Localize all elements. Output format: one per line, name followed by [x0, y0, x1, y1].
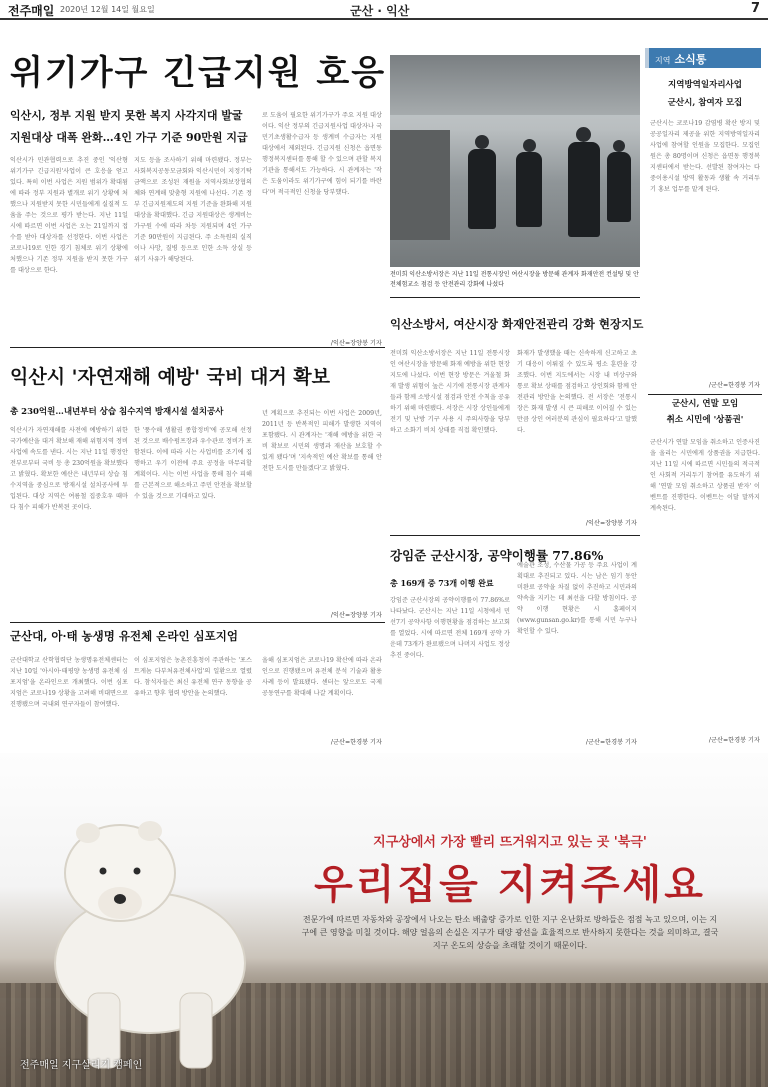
- article5-col2: 이 심포지엄은 농촌진흥청이 주관하는 '포스트게놈 다부처유전체사업'의 일환으로 열렸다. 참석자들은 최신 유전체 연구 동향을 공유하고 향후 협력 방안을 논의했다.: [134, 657, 252, 697]
- article2-col1: 전미희 익산소방서장은 지난 11일 전통시장인 여산시장을 방문해 화재 예방을 위한 현장 지도에 나섰다. 이번 현장 방문은 겨울철 화재 발생 위험이 높은 시기에 전통시장 관계자들과 함께 소방시설 점검과 안전 수칙을 공유하기 위해 마련됐다. 서장은 시장 상인들에게 전기 및 난방 기구 사용 시 주의사항을 당부하고 소화기 비치 상태를 직접 확인했다.: [390, 350, 510, 434]
- article2-byline: /익산=장양봉 기자: [585, 520, 637, 527]
- divider: [390, 535, 640, 536]
- sidebar-item1-title-2: 군산시, 참여자 모집: [667, 98, 743, 108]
- article5-col3: 올해 심포지엄은 코로나19 확산에 따라 온라인으로 진행됐으며 유전체 분석 기술과 활용 사례 등이 발표됐다. 센터는 앞으로도 국제 공동연구를 확대해 나갈 계획이다.: [262, 657, 382, 697]
- article3-col1: 익산시가 자연재해를 사전에 예방하기 위한 국가예산을 대거 확보해 재해 위험지역 정비사업에 속도를 낸다. 시는 지난 11일 행정안전부로부터 국비 등 총 230억원을 확보했다고 밝혔다. 확보한 예산은 내년부터 상습 침수지역을 중심으로 방재시설 설치공사에 투입된다. 대상 지역은 여름철 집중호우 때마다 침수 피해가 반복된 곳이다.: [10, 427, 128, 511]
- article3-headline: 익산시 '자연재해 예방' 국비 대거 확보: [10, 366, 331, 388]
- divider: [648, 394, 762, 395]
- photo-awning: [390, 55, 640, 115]
- climate-campaign-ad: [0, 753, 768, 1087]
- article4-subhead: 총 169개 중 73개 이행 완료: [390, 578, 494, 588]
- article3-col3: 년 계획으로 추진되는 이번 사업은 2009년, 2011년 등 반복적인 피해가 발생한 지역이 포함됐다. 시 관계자는 '재해 예방을 위한 국비 확보로 시민의 생명과 재산을 보호할 수 있게 됐다'며 '지속적인 예산 확보를 통해 안전한 도시를 만들겠다'고 밝혔다.: [262, 410, 382, 472]
- ad-body: 전문가에 따르면 자동차와 공장에서 나오는 탄소 배출량 증가로 인한 지구 온난화로 방하들은 점점 녹고 있으며, 이는 지구에 큰 영향을 미칠 것이다. 해양 얼음의 손실은 지구가 태양 광선을 효율적으로 반사하지 못한다는 것을 의미하고, 결국 지구 온도의 상승을 초래할 것이기 때문이다.: [301, 915, 719, 950]
- photo-person-head: [613, 140, 625, 152]
- sidebar-news-brief: [645, 48, 761, 68]
- sidebar-item2-title-2: 취소 시민에 '상품권': [666, 415, 744, 425]
- article3-byline: /익산=장양봉 기자: [330, 612, 382, 619]
- article5-headline: 군산대, 아·태 농생명 유전체 온라인 심포지엄: [10, 629, 238, 643]
- sidebar-tab-title: 소식통: [674, 53, 707, 66]
- photo-person: [568, 142, 600, 237]
- photo-person: [607, 152, 631, 222]
- divider: [10, 347, 385, 348]
- photo-person: [468, 149, 496, 229]
- ad-title: 우리집을 지켜주세요: [314, 862, 706, 908]
- article4-col2: 예술관 조성, 수산물 가공 등 주요 사업이 계획대로 추진되고 있다. 시는 남은 임기 동안 미완료 공약을 차질 없이 추진하고 시민과의 약속을 지키는 데 최선을 다할 방침이다. 공약 이행 현황은 시 홈페이지(www.gunsan.go.kr)를 통해 시민 누구나 확인할 수 있다.: [517, 562, 637, 635]
- sidebar-item2-body: 군산시가 연말 모임을 취소하고 인증사진을 올리는 시민에게 상품권을 지급한다. 지난 11일 시에 따르면 시민들의 적극적인 사회적 거리두기 참여를 유도하기 위해 '연말 모임 취소하고 상품권 받자' 이벤트를 진행한다. 이벤트는 이달 말까지 계속된다.: [650, 439, 760, 512]
- sidebar-item1-byline: /군산=한경봉 기자: [708, 382, 760, 389]
- photo-person-head: [523, 139, 536, 152]
- masthead: 전주매일: [8, 4, 55, 18]
- article4-byline: /군산=한경봉 기자: [585, 739, 637, 746]
- polar-bear-illustration: [0, 753, 300, 1087]
- section-name: 군산 · 익산: [350, 4, 410, 18]
- photo-person: [516, 152, 542, 227]
- issue-date: 2020년 12월 14일 월요일: [60, 5, 155, 14]
- article5-col1: 군산대학교 산학협력단 농생명유전체센터는 지난 10일 '아시아·태평양 농생명 유전체 심포지엄'을 온라인으로 개최했다. 이번 심포지엄은 코로나19 상황을 고려해 비대면으로 진행됐으며 국내외 연구자들이 참여했다.: [10, 657, 128, 708]
- article3-col2: 한 '풍수해 생활권 종합정비'에 공모해 선정된 것으로 배수펌프장과 우수관로 정비가 포함된다. 이에 따라 시는 사업비를 조기에 집행하고 우기 이전에 주요 공정을 마무리할 계획이다. 시는 이번 사업을 통해 침수 피해를 근본적으로 해소하고 주민 안전을 확보할 수 있을 것으로 기대하고 있다.: [134, 427, 252, 500]
- ad-credit: 전주매일 지구살리기 캠페인: [20, 1060, 143, 1071]
- photo-person-head: [576, 127, 591, 142]
- article2-col2: 화재가 발생했을 때는 신속하게 신고하고 초기 대응이 이뤄질 수 있도록 평소 훈련을 강조했다. 이번 지도에서는 시장 내 비상구와 통로 확보 상태를 점검하고 상인회와 함께 안전관리 방안을 논의했다. 전 서장은 '전통시장은 화재 발생 시 큰 피해로 이어질 수 있는 만큼 상인 여러분의 관심이 필요하다'고 말했다.: [517, 350, 637, 434]
- article1-byline: /익산=장양봉 기자: [330, 340, 382, 347]
- photo-stall: [390, 130, 450, 240]
- article1-col3: 로 도움이 필요한 위기가구가 주요 지원 대상이다. 익산 정부의 긴급지원사업 대상자나 국민기초생활수급자 등 생계비 수급자는 지원 대상에서 제외된다. 긴급지원 신청은 읍면동 행정복지센터를 통해 할 수 있으며 관할 복지기관을 통해서도 가능하다. 시 관계자는 '작은 도움이라도 위기가구에 힘이 되기를 바란다'며 적극적인 신청을 당부했다.: [262, 112, 382, 196]
- sidebar-tab: [645, 48, 761, 68]
- ad-tagline: 지구상에서 가장 빨리 뜨거워지고 있는 곳 '북극': [373, 835, 647, 850]
- article3-subhead: 총 230억원…내년부터 상습 침수지역 방재시설 설치공사: [10, 407, 224, 417]
- sidebar-tab-label: 지역: [655, 56, 671, 65]
- article1-headline: 위기가구 긴급지원 호응: [10, 53, 387, 93]
- sidebar-item1-body: 군산시는 코로나19 감염병 확산 방지 및 공공일자리 제공을 위한 지역방역일자리사업에 참여할 인원을 모집한다. 모집인원은 총 80명이며 신청은 읍면동 행정복지센터에서 받는다. 선발된 참여자는 다중이용시설 방역 활동과 생활 속 거리두기 홍보 업무를 맡게 된다.: [650, 120, 760, 193]
- page-number: 7: [750, 1, 760, 16]
- article2-headline: 익산소방서, 여산시장 화재안전관리 강화 현장지도: [390, 317, 644, 331]
- market-visit-photo: [390, 55, 640, 267]
- photo-person-head: [475, 135, 489, 149]
- article1-col1: 익산시가 민관협력으로 추진 중인 '익산형 위기가구 긴급지원'사업이 큰 호응을 얻고 있다. 특히 이번 사업은 지원 범위가 확대됨에 따라 정부 지원과 별개로 위기 상황에 처했으나 지원받지 못한 시민들에게 실질적 도움을 주는 것으로 평가 받는다. 지난 11일 시에 따르면 이번 사업은 오는 21일까지 접수를 받아 대상자를 선정한다. 이번 사업은 코로나19로 인한 경기 침체로 위기 상황에 처했으나 기존 정부 지원을 받지 못한 가구를 대상으로 한다.: [10, 157, 128, 274]
- sidebar-item1-title-1: 지역방역일자리사업: [668, 80, 742, 90]
- article4-headline: 강임준 군산시장, 공약이행률 77.86%: [390, 548, 604, 563]
- divider: [390, 297, 640, 298]
- article1-subhead-2: 지원대상 대폭 완화…4인 가구 기준 90만원 지급: [10, 131, 248, 144]
- photo-caption: 전미희 익산소방서장은 지난 11일 전통시장인 여산시장을 방문해 관계자 화재안전 컨설팅 및 안전체험교소 점검 등 안전관리 강화에 나섰다: [390, 271, 639, 288]
- article1-col2: 지도 등을 조사하기 위해 마련됐다. 정부는 사회복지공동모금회와 익산시민이 지정기탁 금액으로 조성된 재원을 지역사회보장협의체와 연계해 맞춤형 지원에 나선다. 기존 정부 긴급지원제도의 지원 기준을 완화해 지원 대상을 확대했다. 긴급 지원대상은 생계비는 가구원 수에 따라 차등 지원되며 4인 가구 기준 90만원이 지급된다. 주 소득원의 실직이나 사망, 질병 등으로 인한 소득 상실 등 위기 사유가 해당된다.: [134, 157, 252, 263]
- article5-byline: /군산=한경봉 기자: [330, 739, 382, 746]
- sidebar-item2-byline: /군산=한경봉 기자: [708, 737, 760, 744]
- divider: [10, 622, 385, 623]
- article4-col1: 강임준 군산시장의 공약이행률이 77.86%로 나타났다. 군산시는 지난 11일 시청에서 민선7기 공약사항 이행현황을 점검하는 보고회를 열었다. 시에 따르면 전체 169개 공약 가운데 73개가 완료됐으며 나머지 사업도 정상 추진 중이다.: [390, 597, 510, 659]
- sidebar-item2-title-1: 군산시, 연말 모임: [671, 399, 739, 409]
- article1-subhead-1: 익산시, 정부 지원 받지 못한 복지 사각지대 발굴: [10, 109, 243, 122]
- page-header: [0, 0, 768, 20]
